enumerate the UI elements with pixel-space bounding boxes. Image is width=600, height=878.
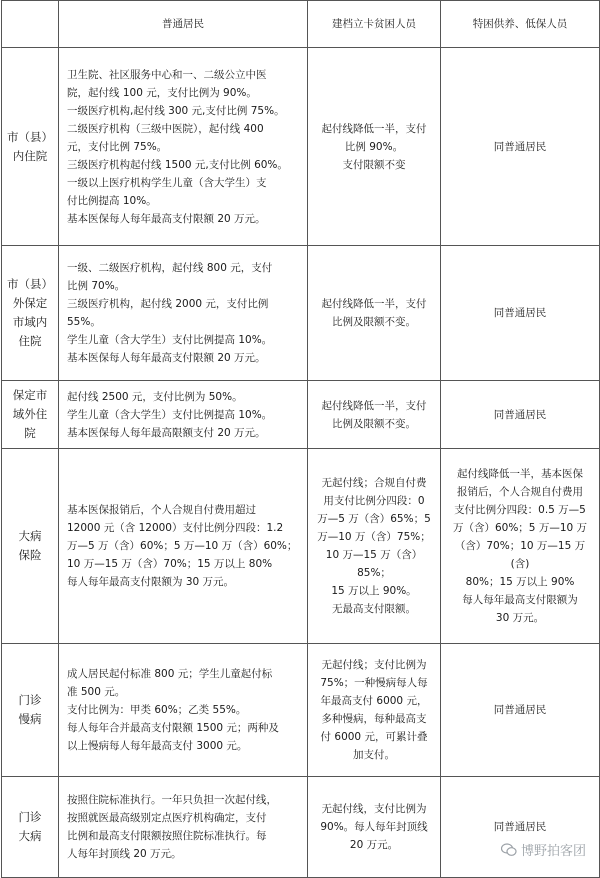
table-row bbox=[2, 381, 600, 449]
cell-line: 每人每年合并最高支付限额 1500 元；两种及 bbox=[67, 722, 279, 734]
poor-cell bbox=[308, 449, 441, 644]
cell-line: 同普通居民 bbox=[493, 307, 547, 319]
general-cell bbox=[59, 48, 308, 246]
special-cell bbox=[441, 381, 600, 449]
cell-line: 10 万—15 万（含）70%；15 万以上 80% bbox=[67, 558, 273, 570]
cell-line: 二级医疗机构（三级中医院），起付线 400 bbox=[67, 122, 264, 135]
row-label bbox=[2, 381, 59, 449]
cell-line: 万—10 万（含）75%； bbox=[317, 531, 431, 543]
cell-line: 大病 bbox=[18, 529, 42, 543]
cell-line: 市域内 bbox=[12, 315, 48, 329]
cell-line: 基本医保报销后，个人合规自付费用超过 bbox=[67, 504, 256, 516]
header-row bbox=[2, 1, 600, 48]
cell-line: 比例 90%。 bbox=[344, 140, 404, 153]
header-special: 特困供养、低保人员 bbox=[441, 1, 600, 48]
table-row bbox=[2, 246, 600, 381]
cell-line: 慢病 bbox=[18, 712, 42, 726]
cell-line: 80%；15 万以上 90% bbox=[465, 576, 575, 588]
poor-cell bbox=[308, 777, 441, 878]
cell-line: 报销后，个人合规自付费用 bbox=[457, 486, 583, 498]
cell-line: 准 500 元。 bbox=[67, 686, 126, 698]
special-cell bbox=[441, 777, 600, 878]
cell-line: 基本医保每人每年最高支付限额 20 万元。 bbox=[67, 212, 266, 225]
cell-line: 院，起付线 100 元，支付比例为 90%。 bbox=[67, 86, 257, 99]
row-label bbox=[2, 777, 59, 878]
cell-line: 卫生院、社区服务中心和一、二级公立中医 bbox=[67, 68, 267, 81]
policy-table bbox=[1, 0, 600, 878]
special-cell bbox=[441, 48, 600, 246]
row-label bbox=[2, 48, 59, 246]
cell-line: 一级以上医疗机构学生儿童（含大学生）支 bbox=[67, 176, 267, 189]
poor-cell bbox=[308, 381, 441, 449]
cell-line: 按照住院标准执行。一年只负担一次起付线， bbox=[67, 794, 277, 806]
cell-line: 一级医疗机构,起付线 300 元,支付比例 75%。 bbox=[67, 104, 285, 117]
cell-line: 90%。每人每年封顶线 bbox=[320, 821, 428, 833]
cell-line: 20 万元。 bbox=[349, 839, 399, 851]
general-cell bbox=[59, 246, 308, 381]
cell-line: 市（县） bbox=[7, 277, 53, 291]
cell-line: 12000 元（含 12000）支付比例分四段：1.2 bbox=[67, 522, 284, 534]
cell-line: 万（含）60%；5 万—10 万 bbox=[452, 522, 588, 534]
cell-line: 比例及限额不变。 bbox=[332, 316, 416, 328]
cell-line: 30 万元。 bbox=[495, 612, 545, 624]
cell-line: 人每年封顶线 20 万元。 bbox=[67, 848, 182, 860]
cell-line: 三级医疗机构，起付线 2000 元，支付比例 bbox=[67, 298, 269, 310]
special-cell bbox=[441, 246, 600, 381]
cell-line: 无最高支付限额。 bbox=[332, 603, 416, 615]
cell-line: 支付限额不变 bbox=[342, 158, 406, 171]
general-cell bbox=[59, 777, 308, 878]
cell-line: 支付比例为：甲类 60%；乙类 55%。 bbox=[67, 704, 247, 716]
header-corner bbox=[2, 1, 59, 48]
cell-line: 万—5 万（含）60%；5 万—10 万（含）60%； bbox=[67, 540, 298, 552]
cell-line: 保险 bbox=[18, 548, 42, 562]
table-row bbox=[2, 449, 600, 644]
cell-line: 学生儿童（含大学生）支付比例提高 10%。 bbox=[67, 408, 273, 421]
cell-line: 同普通居民 bbox=[493, 408, 547, 421]
row-label bbox=[2, 449, 59, 644]
cell-line: 起付线降低一半，支付 bbox=[321, 122, 427, 135]
cell-line: 院 bbox=[24, 426, 36, 440]
cell-line: 用支付比例分四段：0 bbox=[323, 495, 425, 507]
cell-line: 付 6000 元，可累计叠 bbox=[320, 731, 428, 743]
special-cell bbox=[441, 644, 600, 777]
cell-line: 市（县） bbox=[7, 129, 53, 144]
cell-line: 基本医保每人每年最高支付限额 20 万元。 bbox=[67, 352, 266, 364]
cell-line: 10 万—15 万（含）85%； bbox=[325, 549, 423, 579]
cell-line: 按照就医最高级别定点医疗机构确定，支付 bbox=[67, 812, 267, 824]
cell-line: 万—5 万（含）65%；5 bbox=[317, 513, 431, 525]
cell-line: 住院 bbox=[18, 334, 42, 348]
cell-line: 75%；一种慢病每人每 bbox=[320, 677, 428, 689]
cell-line: 多种慢病，每种最高支 bbox=[321, 713, 427, 725]
cell-line: 无起付线；合规自付费 bbox=[321, 477, 427, 489]
general-cell bbox=[59, 449, 308, 644]
row-label bbox=[2, 644, 59, 777]
cell-line: 三级医疗机构起付线 1500 元,支付比例 60%。 bbox=[67, 158, 288, 171]
cell-line: 起付线降低一半，支付 bbox=[321, 298, 427, 310]
cell-line: 起付线降低一半，支付 bbox=[321, 399, 427, 412]
cell-line: 大病 bbox=[18, 829, 42, 843]
row-label bbox=[2, 246, 59, 381]
wechat-icon bbox=[501, 843, 517, 857]
cell-line: 成人居民起付标准 800 元；学生儿童起付标 bbox=[67, 668, 273, 680]
cell-line: 无起付线；支付比例为 bbox=[321, 659, 427, 671]
special-cell bbox=[441, 449, 600, 644]
cell-line: 支付比例分四段：0.5 万—5 bbox=[454, 504, 586, 516]
general-cell bbox=[59, 644, 308, 777]
cell-line: 年最高支付 6000 元， bbox=[320, 695, 428, 707]
cell-line: 付比例提高 10%。 bbox=[67, 194, 157, 207]
cell-line: 元，支付比例 75%。 bbox=[67, 140, 168, 153]
watermark bbox=[501, 840, 586, 859]
cell-line: 门诊 bbox=[18, 693, 42, 707]
header-poor: 建档立卡贫困人员 bbox=[308, 1, 441, 48]
cell-line: 起付线 2500 元，支付比例为 50%。 bbox=[67, 390, 243, 403]
cell-line: 15 万以上 90%。 bbox=[331, 585, 417, 597]
header-general: 普通居民 bbox=[59, 1, 308, 48]
cell-line: 每人每年最高支付限额为 30 万元。 bbox=[67, 576, 235, 588]
cell-line: 门诊 bbox=[18, 810, 42, 824]
table-row bbox=[2, 644, 600, 777]
table-row bbox=[2, 777, 600, 878]
cell-line: 基本医保每人每年最高限额支付 20 万元。 bbox=[67, 426, 266, 439]
poor-cell bbox=[308, 246, 441, 381]
watermark-text: 博野拍客团 bbox=[520, 844, 586, 859]
cell-line: （含）70%；10 万—15 万(含) bbox=[454, 540, 586, 570]
cell-line: 比例和最高支付限额按照住院标准执行。每 bbox=[67, 830, 267, 842]
cell-line: 外保定 bbox=[12, 296, 48, 310]
cell-line: 比例及限额不变。 bbox=[332, 417, 416, 430]
cell-line: 内住院 bbox=[12, 148, 48, 163]
cell-line: 同普通居民 bbox=[493, 140, 547, 153]
cell-line: 域外住 bbox=[12, 407, 48, 421]
cell-line: 比例 70%。 bbox=[67, 280, 126, 292]
table-row bbox=[2, 48, 600, 246]
cell-line: 每人每年最高支付限额为 bbox=[462, 594, 578, 606]
poor-cell bbox=[308, 644, 441, 777]
cell-line: 同普通居民 bbox=[493, 704, 547, 716]
cell-line: 加支付。 bbox=[353, 749, 395, 761]
poor-cell bbox=[308, 48, 441, 246]
cell-line: 保定市 bbox=[12, 388, 48, 402]
cell-line: 以上慢病每人每年最高支付 3000 元。 bbox=[67, 740, 248, 752]
cell-line: 同普通居民 bbox=[493, 821, 547, 833]
cell-line: 一级、二级医疗机构，起付线 800 元，支付 bbox=[67, 262, 273, 274]
general-cell bbox=[59, 381, 308, 449]
cell-line: 学生儿童（含大学生）支付比例提高 10%。 bbox=[67, 334, 273, 346]
cell-line: 起付线降低一半，基本医保 bbox=[457, 468, 583, 480]
cell-line: 无起付线，支付比例为 bbox=[321, 803, 427, 815]
cell-line: 55%。 bbox=[67, 316, 101, 328]
